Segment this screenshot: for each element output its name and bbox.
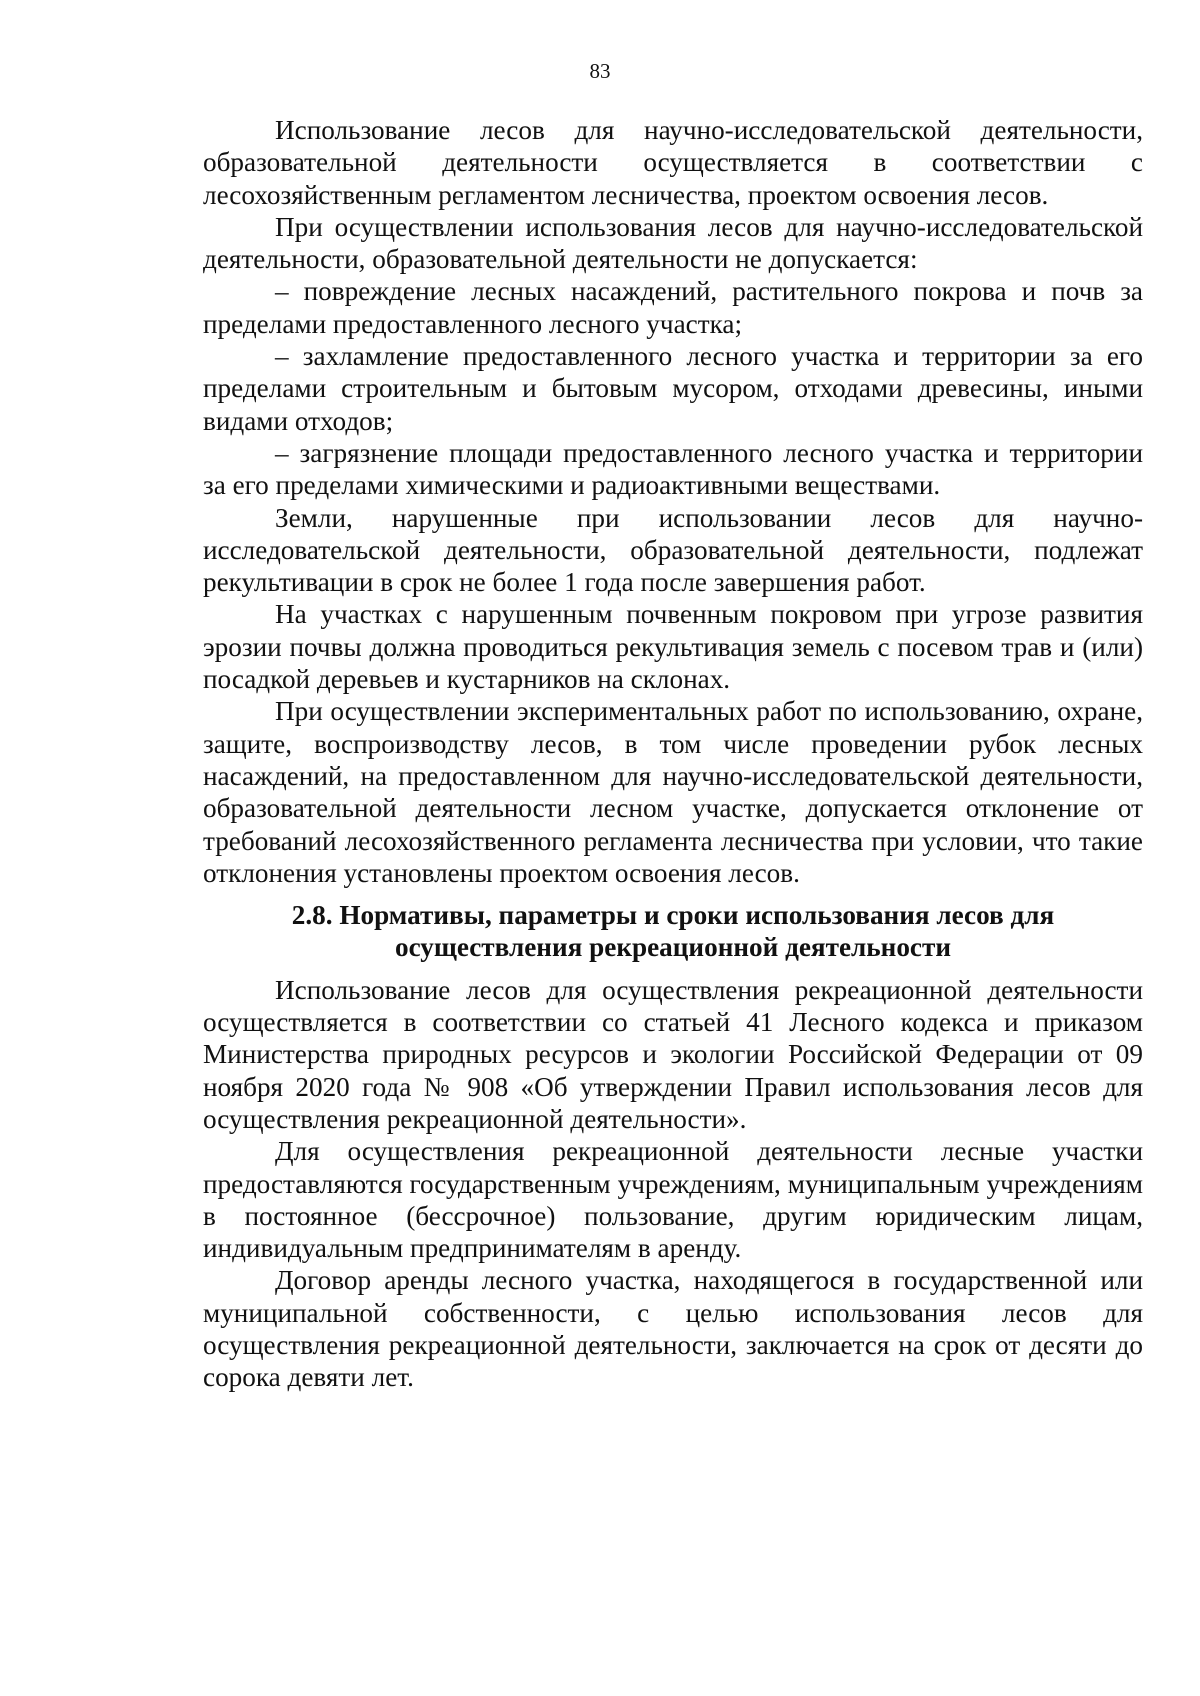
list-item-damage: – повреждение лесных насаждений, растительного покрова и почв за пределами предоставленного лесного участка; — [203, 276, 1143, 339]
list-item-pollution: – загрязнение площади предоставленного лесного участка и территории за его пределами химическими и радиоактивными веществами. — [203, 437, 1143, 501]
paragraph-lease-term: Договор аренды лесного участка, находящегося в государственной или муниципальной собственности, с целью использования лесов для осуществления рекреационной деятельности, заключается на срок от десяти до сорока девяти лет. — [203, 1265, 1143, 1393]
paragraph-erosion-recultivation: На участках с нарушенным почвенным покровом при угрозе развития эрозии почвы должна проводиться рекультивация земель с посевом трав и (или) посадкой деревьев и кустарников на склонах. — [203, 599, 1143, 695]
page-number: 83 — [589, 59, 611, 83]
paragraph-recultivation-term: Земли, нарушенные при использовании лесов для научно-исследовательской деятельности, образовательной деятельности, подлежат рекультивации в срок не более 1 года после завершения работ. — [203, 502, 1143, 598]
paragraph-not-allowed-intro: При осуществлении использования лесов для научно-исследовательской деятельности, образовательной деятельности не допускается: — [203, 211, 1143, 275]
section-heading-2-8: 2.8. Нормативы, параметры и сроки использования лесов для осуществления рекреационной деятельности — [291, 900, 1055, 963]
document-body — [203, 114, 1143, 1394]
paragraph-experimental-works: При осуществлении экспериментальных работ по использованию, охране, защите, воспроизводству лесов, в том числе проведении рубок лесных насаждений, на предоставленном для научно-исследовательской деятельности, образовательной деятельности лесном участке, допускается отклонение от требований лесохозяйственного регламента лесничества при условии, что такие отклонения установлены проектом освоения лесов. — [203, 696, 1143, 888]
paragraph-recreation-provision: Для осуществления рекреационной деятельности лесные участки предоставляются государственным учреждениям, муниципальным учреждениям в постоянное (бессрочное) пользование, другим юридическим лицам, индивидуальным предпринимателям в аренду. — [203, 1136, 1143, 1264]
paragraph-recreation-basis: Использование лесов для осуществления рекреационной деятельности осуществляется в соответствии со статьей 41 Лесного кодекса и приказом Министерства природных ресурсов и экологии Российской Федерации от 09 ноября 2020 года № 908 «Об утверждении Правил использования лесов для осуществления рекреационной деятельности». — [203, 974, 1143, 1134]
list-item-littering: – захламление предоставленного лесного участка и территории за его пределами строительным и бытовым мусором, отходами древесины, иными видами отходов; — [203, 341, 1143, 436]
paragraph-research-use: Использование лесов для научно-исследовательской деятельности, образовательной деятельности осуществляется в соответствии с лесохозяйственным регламентом лесничества, проектом освоения лесов. — [203, 115, 1143, 210]
